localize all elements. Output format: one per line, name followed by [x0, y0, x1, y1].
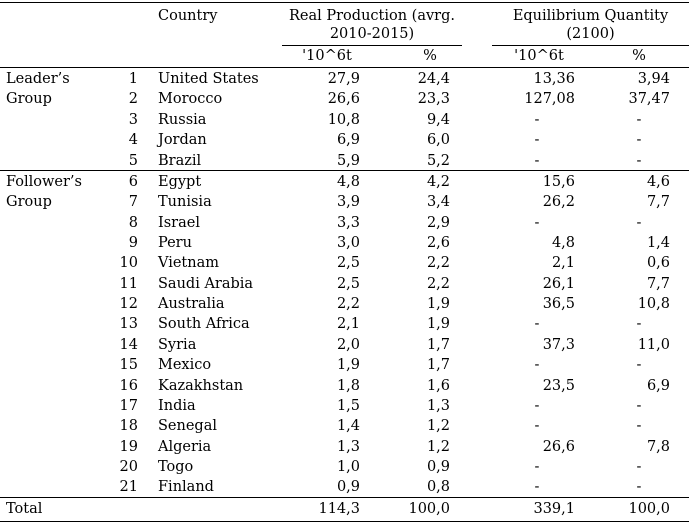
row-country: Brazil	[158, 153, 202, 169]
header-equilibrium-line2: (2100)	[566, 26, 615, 42]
row-prod-percent: 9,4	[426, 112, 450, 128]
row-prod-percent: 0,9	[426, 459, 450, 475]
row-eq-tonnes: -	[534, 153, 540, 169]
row-rank: 8	[128, 215, 138, 231]
row-eq-percent: -	[636, 479, 642, 495]
row-eq-percent: 7,7	[646, 194, 670, 210]
row-eq-percent: -	[636, 398, 642, 414]
row-prod-percent: 1,7	[426, 357, 450, 373]
row-country: Kazakhstan	[158, 378, 244, 394]
row-eq-percent: -	[636, 459, 642, 475]
row-rank: 9	[128, 235, 138, 251]
header-unit-tonnes-production: '10^6t	[302, 48, 352, 64]
group-leader-line1: Leader’s	[6, 71, 70, 87]
total-label: Total	[6, 501, 43, 517]
row-rank: 4	[128, 132, 138, 148]
bottom-rule	[0, 521, 689, 522]
row-prod-tonnes: 2,5	[336, 255, 360, 271]
row-eq-percent: 7,8	[646, 439, 670, 455]
row-prod-percent: 6,0	[426, 132, 450, 148]
row-eq-tonnes: -	[534, 132, 540, 148]
header-unit-percent-equilibrium: %	[632, 48, 646, 64]
row-eq-tonnes: -	[534, 357, 540, 373]
row-prod-tonnes: 3,9	[336, 194, 360, 210]
row-prod-percent: 24,4	[417, 71, 450, 87]
header-subrule-production	[282, 45, 462, 46]
row-prod-tonnes: 2,0	[336, 337, 360, 353]
row-prod-tonnes: 1,8	[336, 378, 360, 394]
top-rule	[0, 2, 689, 3]
row-eq-tonnes: 23,5	[542, 378, 575, 394]
row-prod-tonnes: 4,8	[336, 174, 360, 190]
row-eq-percent: 0,6	[646, 255, 670, 271]
total-eq-tonnes: 339,1	[533, 501, 575, 517]
row-prod-percent: 1,2	[426, 439, 450, 455]
row-eq-percent: -	[636, 418, 642, 434]
row-prod-tonnes: 3,3	[336, 215, 360, 231]
row-eq-tonnes: 37,3	[542, 337, 575, 353]
row-rank: 16	[119, 378, 138, 394]
row-eq-tonnes: -	[534, 215, 540, 231]
row-prod-percent: 5,2	[426, 153, 450, 169]
total-top-rule	[0, 497, 689, 498]
total-eq-percent: 100,0	[628, 501, 670, 517]
row-country: Mexico	[158, 357, 212, 373]
row-eq-tonnes: -	[534, 316, 540, 332]
row-eq-percent: -	[636, 112, 642, 128]
header-equilibrium-line1: Equilibrium Quantity	[512, 8, 669, 24]
row-eq-percent: -	[636, 215, 642, 231]
row-eq-tonnes: 26,2	[542, 194, 575, 210]
row-prod-percent: 23,3	[417, 91, 450, 107]
row-prod-tonnes: 6,9	[336, 132, 360, 148]
row-prod-tonnes: 2,5	[336, 276, 360, 292]
row-eq-percent: -	[636, 132, 642, 148]
row-prod-percent: 1,7	[426, 337, 450, 353]
row-country: Peru	[158, 235, 192, 251]
row-prod-percent: 2,2	[426, 276, 450, 292]
row-prod-tonnes: 1,5	[336, 398, 360, 414]
row-eq-percent: -	[636, 316, 642, 332]
row-prod-percent: 1,9	[426, 316, 450, 332]
row-rank: 2	[128, 91, 138, 107]
row-prod-percent: 1,3	[426, 398, 450, 414]
row-prod-tonnes: 1,4	[336, 418, 360, 434]
row-rank: 10	[119, 255, 138, 271]
row-eq-tonnes: 13,36	[533, 71, 575, 87]
row-prod-tonnes: 1,3	[336, 439, 360, 455]
header-unit-tonnes-equilibrium: '10^6t	[514, 48, 564, 64]
row-eq-tonnes: 36,5	[542, 296, 575, 312]
row-country: South Africa	[158, 316, 250, 332]
total-prod-percent: 100,0	[408, 501, 450, 517]
row-prod-percent: 1,2	[426, 418, 450, 434]
row-rank: 17	[119, 398, 138, 414]
row-country: Jordan	[158, 132, 207, 148]
row-prod-tonnes: 2,1	[336, 316, 360, 332]
row-rank: 7	[128, 194, 138, 210]
row-eq-tonnes: -	[534, 418, 540, 434]
row-country: India	[158, 398, 196, 414]
row-country: Vietnam	[158, 255, 219, 271]
row-prod-percent: 4,2	[426, 174, 450, 190]
row-country: Tunisia	[158, 194, 212, 210]
row-prod-percent: 2,9	[426, 215, 450, 231]
row-eq-tonnes: 2,1	[551, 255, 575, 271]
header-country: Country	[158, 8, 218, 24]
total-prod-tonnes: 114,3	[318, 501, 360, 517]
row-rank: 12	[119, 296, 138, 312]
row-country: Syria	[158, 337, 197, 353]
row-eq-percent: 6,9	[646, 378, 670, 394]
row-prod-percent: 1,6	[426, 378, 450, 394]
row-rank: 19	[119, 439, 138, 455]
row-eq-tonnes: -	[534, 398, 540, 414]
row-rank: 5	[128, 153, 138, 169]
row-eq-percent: 7,7	[646, 276, 670, 292]
row-country: Israel	[158, 215, 200, 231]
row-rank: 18	[119, 418, 138, 434]
row-eq-percent: 1,4	[646, 235, 670, 251]
row-eq-tonnes: 127,08	[524, 91, 575, 107]
group-separator-rule	[0, 170, 689, 171]
header-bottom-rule	[0, 67, 689, 68]
row-country: United States	[158, 71, 259, 87]
row-prod-tonnes: 3,0	[336, 235, 360, 251]
row-country: Morocco	[158, 91, 223, 107]
row-rank: 6	[128, 174, 138, 190]
group-leader-line2: Group	[6, 91, 52, 107]
row-prod-percent: 1,9	[426, 296, 450, 312]
row-prod-percent: 3,4	[426, 194, 450, 210]
row-country: Finland	[158, 479, 214, 495]
row-country: Egypt	[158, 174, 202, 190]
row-country: Russia	[158, 112, 207, 128]
header-real-production-line1: Real Production (avrg.	[288, 8, 455, 24]
row-rank: 11	[119, 276, 138, 292]
row-eq-tonnes: 26,6	[542, 439, 575, 455]
row-rank: 14	[119, 337, 138, 353]
row-eq-percent: -	[636, 153, 642, 169]
row-prod-tonnes: 26,6	[327, 91, 360, 107]
row-eq-percent: 11,0	[637, 337, 670, 353]
row-eq-tonnes: -	[534, 459, 540, 475]
row-prod-tonnes: 27,9	[327, 71, 360, 87]
row-country: Saudi Arabia	[158, 276, 254, 292]
row-rank: 3	[128, 112, 138, 128]
row-eq-tonnes: 26,1	[542, 276, 575, 292]
row-eq-percent: 4,6	[646, 174, 670, 190]
row-eq-percent: 37,47	[628, 91, 670, 107]
row-prod-tonnes: 1,9	[336, 357, 360, 373]
row-eq-tonnes: 15,6	[542, 174, 575, 190]
row-country: Australia	[158, 296, 225, 312]
group-follower-line1: Follower’s	[6, 174, 82, 190]
row-eq-percent: -	[636, 357, 642, 373]
row-rank: 15	[119, 357, 138, 373]
row-prod-percent: 2,2	[426, 255, 450, 271]
row-prod-tonnes: 5,9	[336, 153, 360, 169]
row-prod-tonnes: 2,2	[336, 296, 360, 312]
row-prod-tonnes: 1,0	[336, 459, 360, 475]
row-country: Senegal	[158, 418, 217, 434]
row-eq-tonnes: 4,8	[551, 235, 575, 251]
row-prod-tonnes: 0,9	[336, 479, 360, 495]
row-country: Togo	[158, 459, 194, 475]
row-rank: 1	[128, 71, 138, 87]
header-unit-percent-production: %	[423, 48, 437, 64]
row-rank: 21	[119, 479, 138, 495]
row-eq-tonnes: -	[534, 479, 540, 495]
row-country: Algeria	[158, 439, 212, 455]
row-prod-tonnes: 10,8	[327, 112, 360, 128]
row-prod-percent: 2,6	[426, 235, 450, 251]
row-eq-percent: 10,8	[637, 296, 670, 312]
header-subrule-equilibrium	[492, 45, 689, 46]
row-eq-percent: 3,94	[637, 71, 670, 87]
row-rank: 20	[119, 459, 138, 475]
group-follower-line2: Group	[6, 194, 52, 210]
header-real-production-line2: 2010-2015)	[329, 26, 415, 42]
row-prod-percent: 0,8	[426, 479, 450, 495]
row-rank: 13	[119, 316, 138, 332]
row-eq-tonnes: -	[534, 112, 540, 128]
